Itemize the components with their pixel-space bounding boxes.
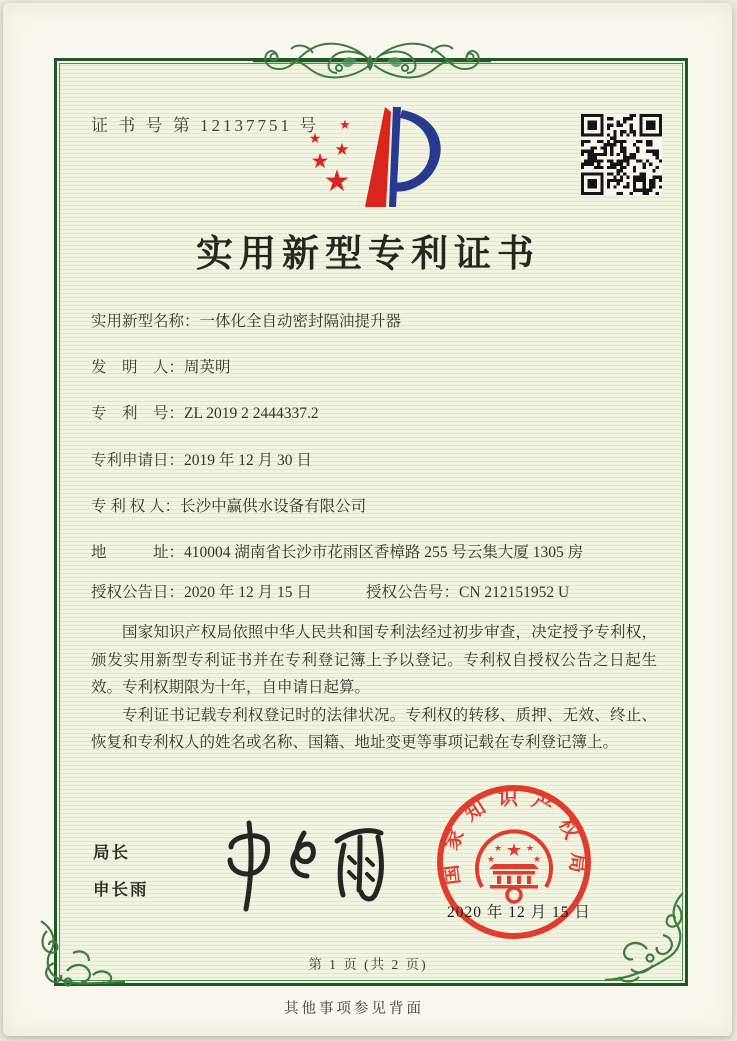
field-value: 2019 年 12 月 30 日 — [184, 451, 312, 469]
field-value: 长沙中赢供水设备有限公司 — [180, 497, 367, 515]
field-label: 专利申请日： — [91, 451, 185, 469]
svg-text:★: ★ — [525, 844, 535, 854]
svg-text:★: ★ — [334, 140, 350, 160]
back-side-note: 其他事项参见背面 — [284, 1001, 424, 1017]
legal-paragraph-1: 国家知识产权局依照中华人民共和国专利法经过初步审查，决定授予专利权，颁发实用新型专利证书并在专利登记簿上予以登记。专利权自授权公告之日起生效。专利权期限为十年，自申请日起算。 — [91, 624, 657, 696]
field-label: 地 址： — [91, 543, 185, 561]
seal-text: 国家知识产权局 — [438, 787, 590, 887]
field-value: 2020 年 12 月 15 日 — [184, 584, 312, 601]
field-value: CN 212151952 U — [459, 584, 570, 601]
field-value: ZL 2019 2 2444337.2 — [184, 405, 319, 423]
field-value: 周英明 — [184, 359, 231, 377]
field-label: 专 利 权 人： — [91, 497, 181, 515]
svg-text:★: ★ — [505, 840, 523, 861]
signer-block — [93, 839, 149, 913]
seal-national-emblem — [477, 831, 551, 902]
seal-date: 2020 年 12 月 15 日 — [447, 904, 591, 921]
field-list — [91, 309, 653, 586]
legal-text — [91, 619, 657, 757]
field-row-patent-number — [91, 401, 653, 447]
field-label: 专 利 号： — [91, 405, 185, 423]
svg-text:★: ★ — [323, 164, 351, 199]
signer-name: 申长雨 — [93, 880, 149, 899]
field-value: 410004 湖南省长沙市花雨区香樟路 255 号云集大厦 1305 房 — [184, 543, 584, 561]
logo-red-wedge — [365, 107, 391, 207]
svg-text:★: ★ — [532, 855, 542, 865]
field-row-inventor — [91, 355, 653, 401]
field-row-patentee — [91, 494, 653, 540]
director-signature — [201, 815, 406, 917]
legal-paragraph-2: 专利证书记载专利权登记时的法律状况。专利权的转移、质押、无效、终止、恢复和专利权人的姓名或名称、国籍、地址变更等事项记载在专利登记簿上。 — [91, 706, 657, 751]
svg-text:★: ★ — [308, 131, 322, 147]
signer-title: 局长 — [93, 843, 130, 862]
field-value: 一体化全自动密封隔油提升器 — [199, 313, 402, 330]
field-label: 实用新型名称： — [91, 313, 200, 330]
page-number: 第 1 页 (共 2 页) — [308, 957, 428, 972]
field-row-filing-date — [91, 448, 653, 494]
cnipa-logo — [295, 103, 447, 211]
field-row-name — [91, 309, 653, 355]
svg-text:★: ★ — [486, 855, 496, 865]
certificate-number: 证 书 号 第 12137751 号 — [91, 116, 320, 135]
certificate-title: 实用新型专利证书 — [196, 234, 540, 275]
svg-text:★: ★ — [493, 844, 503, 854]
field-row-grant — [91, 580, 653, 602]
qr-code — [581, 114, 662, 195]
svg-text:★: ★ — [310, 149, 330, 173]
logo-blue-stem — [389, 107, 401, 207]
field-label: 授权公告日： — [91, 584, 185, 601]
logo-stars — [309, 118, 351, 199]
certificate-page — [3, 3, 732, 1036]
field-label: 发 明 人： — [91, 359, 185, 377]
field-label: 授权公告号： — [366, 584, 460, 601]
svg-text:★: ★ — [339, 118, 351, 133]
